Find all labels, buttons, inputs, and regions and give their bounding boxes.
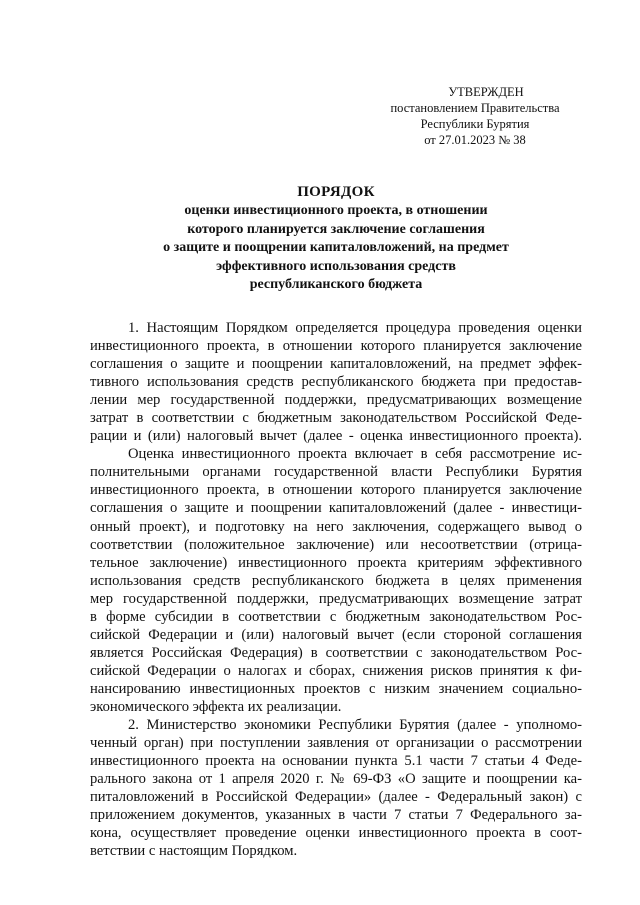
text-line: затрат в соответствии с бюджетным законодательством Российской Феде- xyxy=(90,410,582,427)
text-line: онный проект), и подготовку на него заключения, содержащего вывод о xyxy=(90,518,582,535)
approval-stamp xyxy=(380,84,570,148)
text-line: приложением документов, указанных в части 7 статьи 7 Федерального за- xyxy=(90,807,582,824)
approval-line: УТВЕРЖДЕН xyxy=(448,85,524,99)
text-line: сийской Федерации и (или) налоговый вычет (если стороной соглашения xyxy=(90,626,582,643)
text-line: тивного использования средств республиканского бюджета при предостав- xyxy=(90,374,582,391)
text-line: инвестиционного проекта, в отношении которого планируется заключение xyxy=(90,338,582,355)
text-line: полнительными органами государственной власти Республики Бурятия xyxy=(90,464,582,481)
text-line: соответствии (положительное заключение) или несоответствии (отрица- xyxy=(90,536,582,553)
text-line: ченный орган) при поступлении заявления от организации о рассмотрении xyxy=(90,735,582,752)
title-line: эффективного использования средств xyxy=(216,258,456,274)
document-title xyxy=(90,182,582,295)
text-line: соглашения о защите и поощрении капиталовложений (далее - инвестици- xyxy=(90,500,582,517)
text-line: рального закона от 1 апреля 2020 г. № 69-ФЗ «О защите и поощрении ка- xyxy=(90,771,582,788)
title-line: республиканского бюджета xyxy=(249,277,423,293)
text-line: рации и (или) налоговый вычет (далее - оценка инвестиционного проекта). xyxy=(90,428,582,445)
paragraph-1 xyxy=(90,319,582,445)
text-line: Оценка инвестиционного проекта включает в себя рассмотрение ис- xyxy=(128,446,582,463)
text-line: мер государственной поддержки, предусматривающих возмещение затрат xyxy=(90,590,582,607)
document-body xyxy=(90,319,582,860)
text-line: кона, осуществляет проведение оценки инвестиционного проекта в соот- xyxy=(90,825,582,842)
approval-line: от 27.01.2023 № 38 xyxy=(424,133,526,147)
text-line: использования средств республиканского бюджета в целях применения xyxy=(90,572,582,589)
text-line: питаловложений в Российской Федерации» (далее - Федеральный закон) с xyxy=(90,789,582,806)
approval-line: Республики Бурятия xyxy=(420,117,530,131)
text-line: 2. Министерство экономики Республики Бурятия (далее - уполномо- xyxy=(128,717,582,734)
text-line: инвестиционного проекта, в отношении которого планируется заключение xyxy=(90,482,582,499)
paragraph-3 xyxy=(90,716,582,860)
text-line: ветствии с настоящим Порядком. xyxy=(90,843,298,860)
text-line: лении мер государственной поддержки, предусматривающих возмещение xyxy=(90,392,582,409)
text-line: сийской Федерации о налогах и сборах, снижения рисков принятия к фи- xyxy=(90,662,582,679)
title-line: о защите и поощрении капиталовложений, на предмет xyxy=(163,240,509,256)
title-line: которого планируется заключение соглашения xyxy=(187,221,485,237)
text-line: экономического эффекта их реализации. xyxy=(90,698,342,715)
title-heading: ПОРЯДОК xyxy=(297,184,375,200)
title-line: оценки инвестиционного проекта, в отношении xyxy=(184,203,488,218)
paragraph-2 xyxy=(90,445,582,716)
text-line: инвестиционного проекта на основании пункта 5.1 части 7 статьи 4 Феде- xyxy=(90,753,582,770)
text-line: 1. Настоящим Порядком определяется процедура проведения оценки xyxy=(128,320,582,336)
text-line: соглашения о защите и поощрении капиталовложений, на предмет эффек- xyxy=(90,356,582,373)
text-line: тельное заключение) инвестиционного проекта критериям эффективного xyxy=(90,554,582,571)
text-line: в форме субсидии в соответствии с бюджетным законодательством Рос- xyxy=(90,608,582,625)
text-line: нансированию инвестиционных проектов с низким значением социально- xyxy=(90,680,582,697)
approval-line: постановлением Правительства xyxy=(390,101,560,115)
text-line: является Российская Федерация) в соответствии с законодательством Рос- xyxy=(90,644,582,661)
